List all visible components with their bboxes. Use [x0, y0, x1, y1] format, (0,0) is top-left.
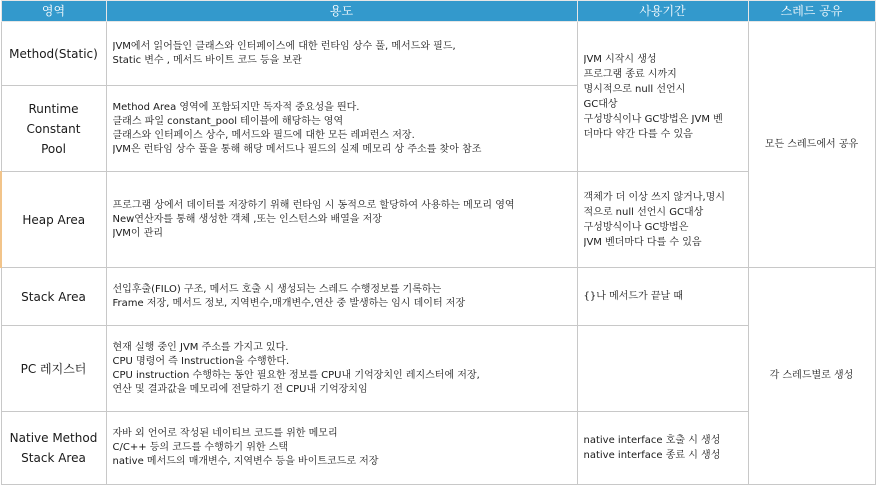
use-text: 선입후출(FILO) 구조, 메서드 호출 시 생성되는 스레드 수행정보를 기록하는 — [112, 283, 442, 295]
period-cell — [577, 268, 748, 326]
use-text: 클래스와 인터페이스 상수, 메서드와 필드에 대한 모든 레퍼런스 저장. — [112, 129, 415, 141]
area-cell — [1, 172, 106, 268]
table-row — [1, 22, 875, 86]
period-text: 더마다 약간 다를 수 있음 — [583, 128, 693, 140]
use-text: 자바 외 언어로 작성된 네이티브 코드를 위한 메모리 — [112, 428, 338, 439]
shared-text: 모든 스레드에서 공유 — [764, 138, 859, 150]
period-text: 구성방식이나 GC방법은 JVM 벤 — [583, 113, 723, 125]
area-cell — [1, 326, 106, 412]
use-text: Method Area 영역에 포함되지만 독자적 중요성을 띈다. — [112, 101, 360, 113]
area-cell — [1, 86, 106, 172]
use-text: 현재 실행 중인 JVM 주소를 가지고 있다. — [112, 341, 289, 353]
period-text: 적으로 null 선언시 GC대상 — [583, 206, 704, 218]
use-text: New연산자를 통해 생성한 객체 ,또는 인스턴스와 배열을 저장 — [112, 213, 382, 225]
period-text: JVM 벤더마다 다를 수 있음 — [583, 236, 702, 248]
period-text: 프로그램 종료 시까지 — [583, 68, 677, 80]
period-text: JVM 시작시 생성 — [583, 53, 657, 65]
header-area: 영역 — [1, 1, 106, 22]
area-cell — [1, 22, 106, 86]
use-cell — [106, 412, 577, 485]
area-label: Heap Area — [22, 212, 86, 227]
period-cell — [577, 172, 748, 268]
area-label: PC 레지스터 — [20, 361, 87, 376]
use-text: C/C++ 등의 코드를 수행하기 위한 스택 — [112, 442, 289, 453]
area-label: Method(Static) — [9, 46, 98, 61]
use-text: Frame 저장, 메서드 정보, 지역변수,매개변수,연산 중 발생하는 임시 데이터 저장 — [112, 297, 466, 309]
period-cell — [577, 412, 748, 485]
use-text: 연산 및 결과값을 메모리에 전달하기 전 CPU내 기억장치임 — [112, 383, 368, 395]
shared-cell — [748, 268, 875, 485]
use-text: CPU 명령어 즉 Instruction을 수행한다. — [112, 355, 290, 367]
use-cell — [106, 22, 577, 86]
period-text: 객체가 더 이상 쓰지 않거나,명시 — [583, 191, 725, 203]
use-text: JVM에서 읽어들인 클래스와 인터페이스에 대한 런타임 상수 풀, 메서드와 필드, — [112, 40, 456, 52]
use-text: 클래스 파일 constant_pool 테이블에 해당하는 영역 — [112, 115, 344, 127]
use-text: JVM은 런타임 상수 풀을 통해 해당 메서드나 필드의 실제 메모리 상 주소를 찾아 참조 — [112, 143, 482, 155]
header-use: 용도 — [106, 1, 577, 22]
use-text: 프로그램 상에서 데이터를 저장하기 위해 런타임 시 동적으로 할당하여 사용하는 메모리 영역 — [112, 199, 515, 211]
period-text: native interface 종료 시 생성 — [583, 450, 721, 461]
table-row — [1, 326, 875, 412]
use-text: native 메서드의 매개변수, 지역변수 등을 바이트코드로 저장 — [112, 456, 379, 467]
area-label: Native Method — [9, 431, 98, 445]
period-text: 구성방식이나 GC방법은 — [583, 221, 689, 233]
period-text: 명시적으로 null 선언시 — [583, 83, 686, 95]
header-row — [1, 1, 875, 22]
use-cell — [106, 268, 577, 326]
area-label: Constant — [26, 121, 81, 136]
table-row — [1, 268, 875, 326]
use-text: JVM이 관리 — [112, 227, 164, 239]
shared-text: 각 스레드별로 생성 — [769, 370, 854, 381]
area-label: Stack Area — [21, 289, 86, 304]
header-period: 사용기간 — [577, 1, 748, 22]
area-cell — [1, 412, 106, 485]
period-cell — [577, 326, 748, 412]
area-cell — [1, 268, 106, 326]
use-cell — [106, 172, 577, 268]
area-label: Pool — [41, 141, 66, 156]
table-row — [1, 412, 875, 485]
use-cell — [106, 86, 577, 172]
use-cell — [106, 326, 577, 412]
use-text: Static 변수 , 메서드 바이트 코드 등을 보관 — [112, 54, 302, 66]
table-row — [1, 172, 875, 268]
use-text: CPU instruction 수행하는 동안 필요한 정보를 CPU내 기억장치인 레지스터에 저장, — [112, 369, 480, 381]
period-cell — [577, 22, 748, 172]
header-shared: 스레드 공유 — [748, 1, 875, 22]
area-label: Runtime — [28, 101, 79, 116]
area-label: Stack Area — [21, 451, 86, 465]
period-text: native interface 호출 시 생성 — [583, 435, 721, 446]
period-text: {}나 메서드가 끝날 때 — [583, 291, 684, 302]
period-text: GC대상 — [583, 98, 618, 110]
shared-cell — [748, 22, 875, 268]
